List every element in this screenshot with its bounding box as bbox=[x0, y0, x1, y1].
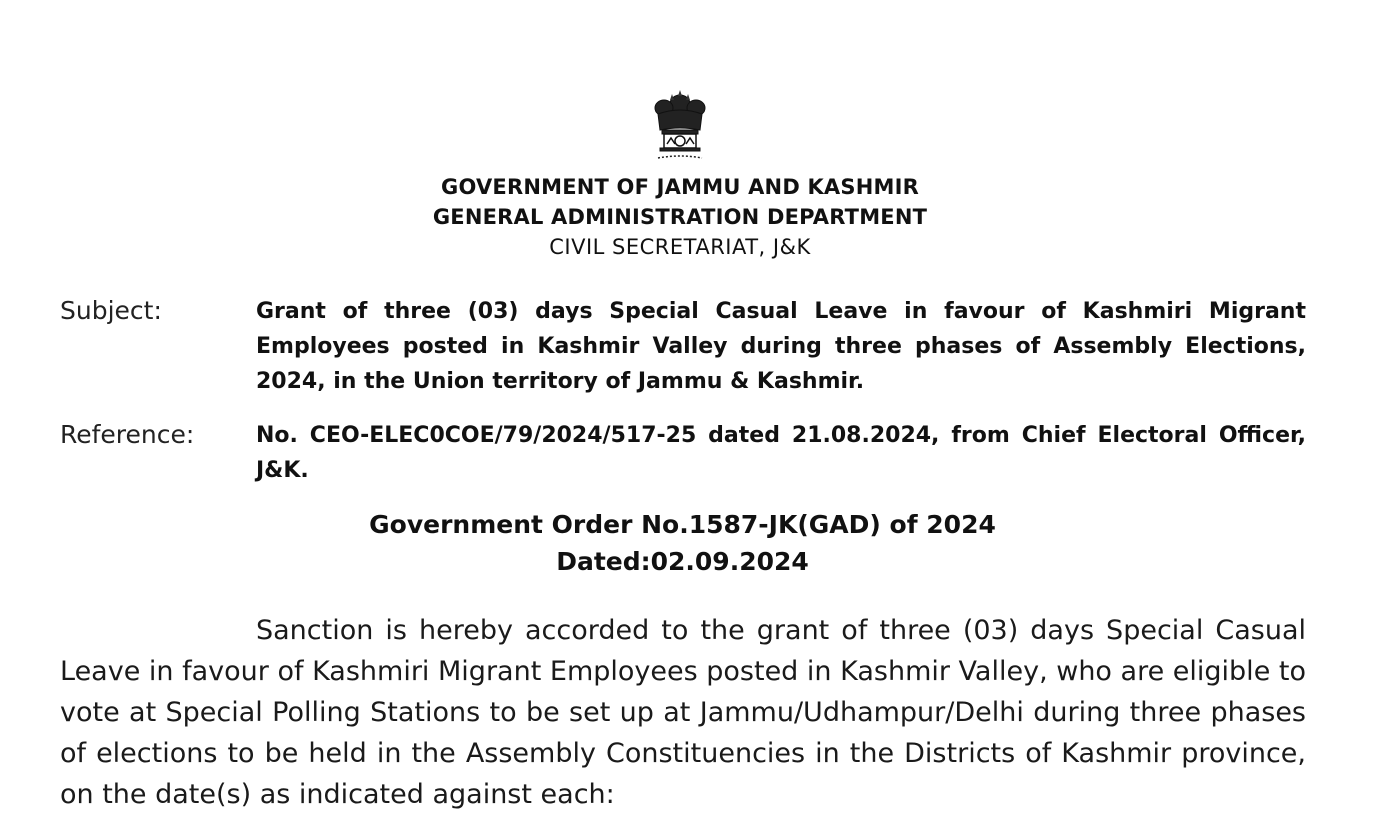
order-number: Government Order No.1587-JK(GAD) of 2024 bbox=[369, 510, 996, 539]
national-emblem bbox=[640, 86, 720, 166]
government-name: GOVERNMENT OF JAMMU AND KASHMIR bbox=[441, 175, 919, 199]
office-name: CIVIL SECRETARIAT, J&K bbox=[549, 235, 811, 259]
order-heading bbox=[0, 506, 1365, 580]
subject-label: Subject: bbox=[60, 296, 162, 325]
subject-text: Grant of three (03) days Special Casual Leave in favour of Kashmiri Migrant Employees posted in Kashmir Valley during three phases of Assembly Elections, 2024, in the Union territory of Jammu & Kashmir. bbox=[256, 299, 1306, 394]
order-body-paragraph: Sanction is hereby accorded to the grant of three (03) days Special Casual Leave in favour of Kashmiri Migrant Employees posted in Kashmir Valley, who are eligible to vote at Special Polling Stations to be set up at Jammu/Udhampur/Delhi during three phases of elections to be held in the Assembly Constituencies in the Districts of Kashmir province, on the date(s) as indicated against each: bbox=[60, 615, 1306, 810]
reference-text: No. CEO-ELEC0COE/79/2024/517-25 dated 21.08.2024, from Chief Electoral Officer, J&K. bbox=[256, 423, 1306, 483]
reference-label: Reference: bbox=[60, 420, 195, 449]
letterhead bbox=[0, 172, 1360, 262]
department-name: GENERAL ADMINISTRATION DEPARTMENT bbox=[432, 205, 928, 229]
order-date: Dated:02.09.2024 bbox=[556, 547, 809, 576]
